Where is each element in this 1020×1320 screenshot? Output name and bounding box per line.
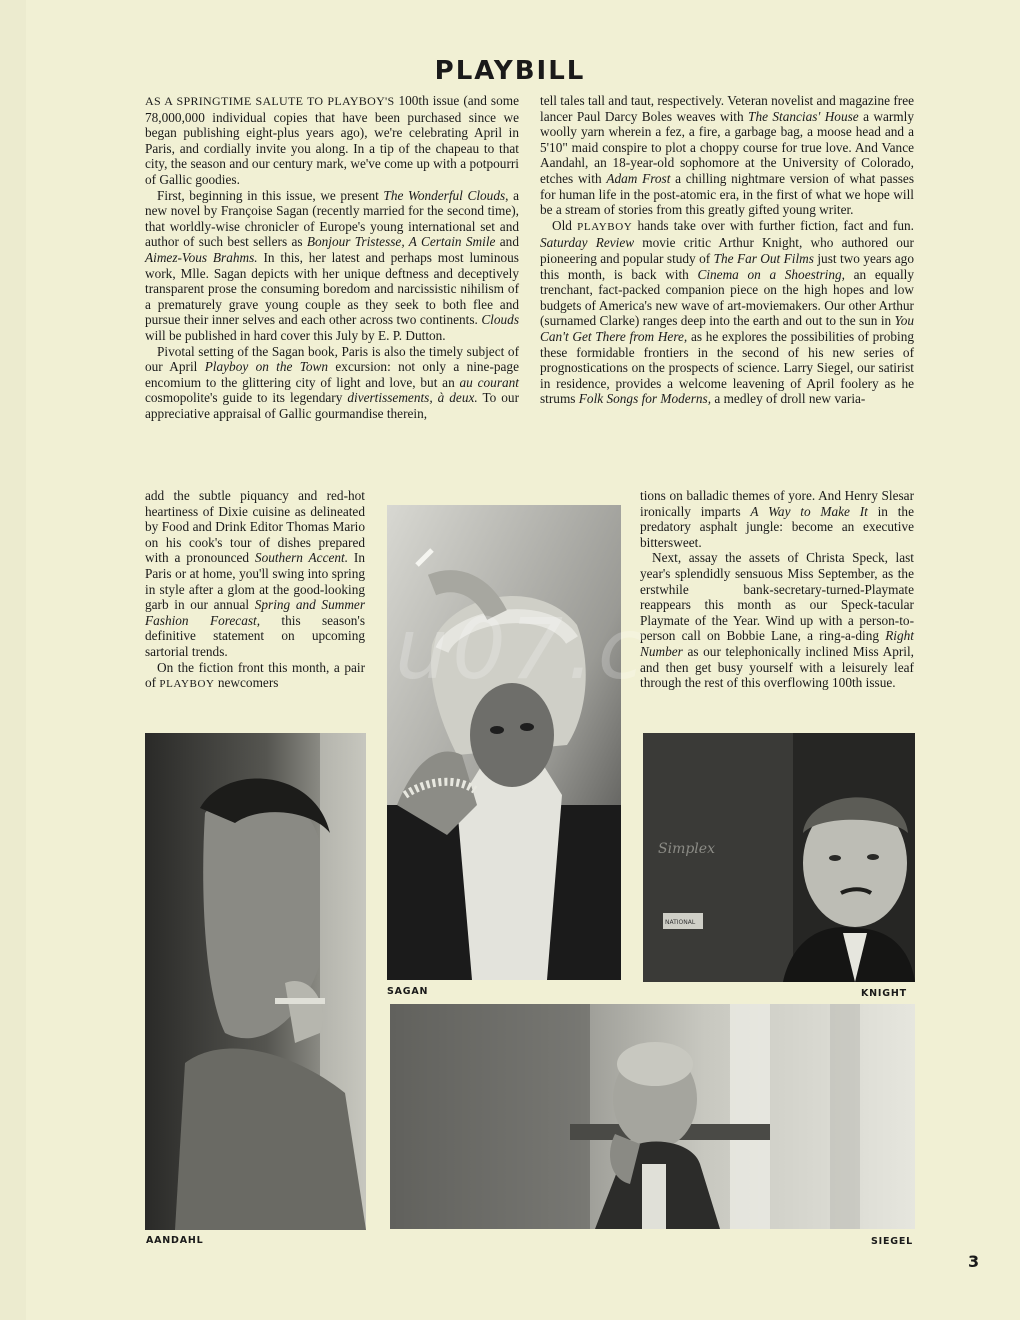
- text: just two years ago this month, is back with: [540, 250, 914, 282]
- title-italic: The Wonderful Clouds: [383, 187, 506, 203]
- text: a medley of droll new varia-: [711, 391, 866, 407]
- magazine-name: PLAYBOY: [577, 220, 633, 233]
- title-italic: Folk Songs for Moderns,: [578, 391, 712, 407]
- title-italic: You Can't Get There from Here,: [540, 313, 914, 344]
- text: this season's definitive statement on upcoming sartorial trends.: [145, 612, 365, 659]
- photo-knight: [643, 733, 915, 982]
- text: in the predatory asphalt jungle: become an executive bittersweet.: [640, 503, 914, 550]
- text: an equally trenchant, fact-packed companion piece on the high hopes and low budgets of America's new wave of art-moviemakers. Our other Arthur (surnamed Clarke) ranges deep into the earth and out to the sun in: [540, 266, 914, 329]
- column-1-top: [145, 93, 519, 421]
- title-italic: Bonjour Tristesse, A Certain Smile: [306, 234, 496, 250]
- text: add the subtle piquancy and red-hot heartiness of Dixie cuisine as delineated by Food and Drink Editor Thomas Mario on his cook's tour of dishes prepared with a pronounced: [145, 488, 365, 566]
- title-italic: Saturday Review: [540, 235, 635, 251]
- knight-photo-illustration: [643, 733, 915, 982]
- photo-siegel: [390, 1004, 915, 1229]
- paragraph-text: 100th issue (and some 78,000,000 individual copies that have been purchased since we began publishing eight-plus years ago), we're celebrating April in Paris, and cordially invite you along. In a tip of the chapeau to that city, the season and our century mark, we've come up with a potpourri of Gallic goodies.: [145, 93, 519, 187]
- magazine-name: PLAYBOY: [159, 678, 215, 691]
- paragraph-playmate: [640, 550, 914, 690]
- column-2-bottom: [640, 488, 914, 691]
- knight-sign-text: Simplex: [658, 841, 715, 857]
- title-italic: Right Number: [640, 628, 914, 659]
- paragraph-paris: [145, 344, 519, 422]
- text: tions on balladic themes of yore. And Henry Slesar ironically imparts: [640, 488, 914, 519]
- photo-sagan: [387, 505, 621, 980]
- page-number: 3: [968, 1252, 980, 1271]
- title-italic: Aimez-Vous Brahms.: [145, 249, 258, 265]
- text: On the fiction front this month, a pair of: [145, 659, 365, 691]
- paragraph-fiction-cont: [540, 93, 914, 218]
- paragraph-old-hands: [540, 218, 914, 407]
- title-italic: Southern Accent.: [254, 550, 349, 566]
- knight-sign-label: NATIONAL: [665, 919, 696, 926]
- caption-knight: KNIGHT: [861, 988, 907, 999]
- caption-sagan: SAGAN: [387, 986, 429, 997]
- text: newcomers: [214, 675, 279, 691]
- title-italic: The Stancias' House: [748, 108, 859, 124]
- photo-aandahl: [145, 733, 366, 1230]
- caption-siegel: SIEGEL: [871, 1236, 914, 1247]
- paragraph-sagan: [145, 188, 519, 344]
- page-title: PLAYBILL: [434, 56, 586, 86]
- text: In this, her latest and perhaps most luminous work, Mlle. Sagan depicts with her unique deftness and deceptively transparent prose the consuming boredom and narcissistic nihilism of a prematurely grave young couple as they seek to both flee and pursue their inner selves and each other across two continents.: [145, 249, 519, 328]
- title-italic: The Far Out Films: [713, 250, 814, 266]
- title-italic: Spring and Summer Fashion Forecast,: [145, 597, 365, 628]
- text: a warmly woolly yarn wherein a fez, a fire, a garbage bag, a moose head and a 5'10" maid conspire to plot a choppy course for true love. And Vance Aandahl, an 18-year-old sophomore at the University of Colorado, etches with: [540, 108, 914, 186]
- title-italic: Playboy on the Town: [204, 359, 329, 375]
- text: a chilling nightmare version of what passes for human life in the post-atomic era, in the first of what we hope will be a stream of stories from this greatly gifted young writer.: [540, 170, 914, 218]
- text: hands take over with further fiction, fact and fun.: [632, 217, 914, 233]
- paragraph-intro: [145, 93, 519, 188]
- paragraph-slesar: [640, 488, 914, 550]
- title-italic: Adam Frost: [606, 170, 671, 186]
- siegel-photo-illustration: [390, 1004, 915, 1229]
- text: excursion: not only a nine-page encomium to the glittering city of light and love, but an: [145, 359, 519, 390]
- lead-in: AS A SPRINGTIME SALUTE TO PLAYBOY'S: [145, 94, 395, 108]
- caption-aandahl: AANDAHL: [146, 1235, 204, 1246]
- title-italic: Cinema on a Shoestring,: [697, 266, 845, 282]
- paragraph-dixie: [145, 488, 365, 660]
- text: movie critic Arthur Knight, who authored our pioneering and popular study of: [540, 235, 914, 266]
- title-italic: A Way to Make It: [750, 503, 868, 519]
- text: , a new novel by Françoise Sagan (recently married for the second time), that worldly-wise chronicler of Europe's young international set and author of such best sellers as: [145, 187, 519, 250]
- page-edge: [0, 0, 26, 1320]
- title-italic: au courant: [459, 374, 519, 390]
- text: will be published in hard cover this July by E. P. Dutton.: [145, 327, 446, 343]
- text: Pivotal setting of the Sagan book, Paris is also the timely subject of our April: [145, 343, 519, 375]
- text: as our telephonically inclined Miss April, and then get busy yourself with a leisurely leaf through the rest of this overflowing 100th issue.: [640, 643, 914, 691]
- text: tell tales tall and taut, respectively. Veteran novelist and magazine free lancer Paul Darcy Boles weaves with: [540, 93, 915, 124]
- text: and: [495, 234, 519, 250]
- text: In Paris or at home, you'll swing into spring in style after a glom at the good-looking garb in our annual: [145, 550, 366, 613]
- sagan-photo-illustration: [387, 505, 621, 980]
- title-italic: Clouds: [481, 312, 519, 328]
- title-italic: divertissements, à deux.: [347, 390, 478, 406]
- text: To our appreciative appraisal of Gallic gourmandise therein,: [145, 390, 520, 421]
- column-1-bottom: [145, 488, 365, 693]
- column-2-top: [540, 93, 914, 407]
- paragraph-fiction: [145, 660, 365, 693]
- text: Next, assay the assets of Christa Speck, last year's splendidly sensuous Miss September, as the erstwhile bank-secretary-turned-Playmate reappears this month as our Speck-tacular Playmate of the Year. Wind up with a person-to-person call on Bobbie Lane, a ring-a-ding: [640, 550, 914, 644]
- text: First, beginning in this issue, we present: [157, 187, 384, 203]
- text: cosmopolite's guide to its legendary: [145, 390, 348, 406]
- text: as he explores the possibilities of probing these formidable frontiers in the second of his new series of prognostications on the prospects of science. Larry Siegel, our satirist in residence, provides a welcome leavening of April foolery as he strums: [540, 328, 914, 407]
- aandahl-photo-illustration: [145, 733, 366, 1230]
- watermark: u07.c: [395, 600, 649, 698]
- text: Old: [552, 217, 578, 233]
